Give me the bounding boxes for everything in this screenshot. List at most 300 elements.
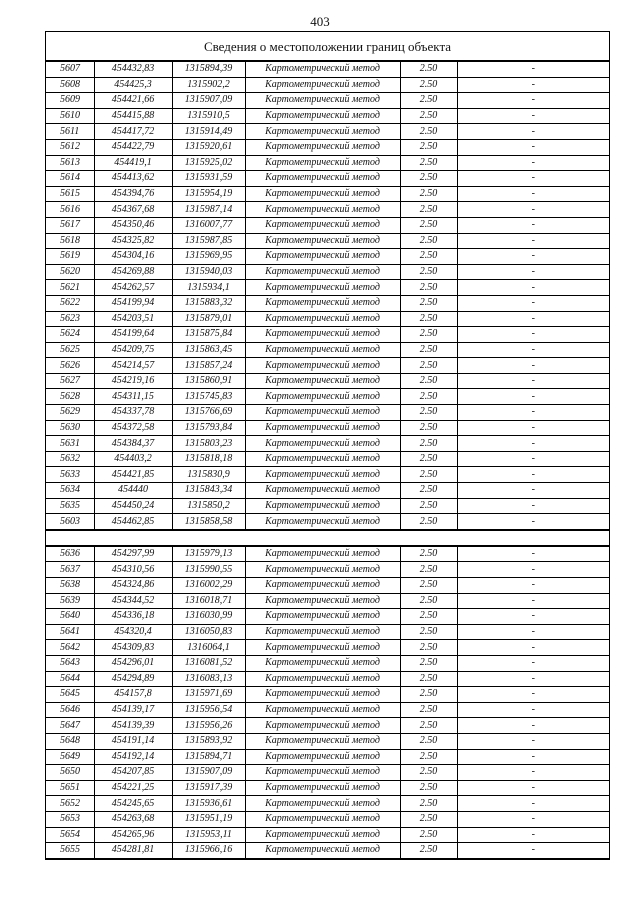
y-coordinate-cell: 1315893,92: [172, 733, 245, 749]
y-coordinate-cell: 1315793,84: [172, 420, 245, 436]
accuracy-cell: 2.50: [400, 295, 457, 311]
description-cell: -: [457, 139, 609, 155]
x-coordinate-cell: 454421,85: [94, 467, 172, 483]
x-coordinate-cell: 454199,94: [94, 295, 172, 311]
point-number-cell: 5655: [46, 843, 94, 859]
x-coordinate-cell: 454425,3: [94, 77, 172, 93]
point-number-cell: 5647: [46, 718, 94, 734]
y-coordinate-cell: 1315907,09: [172, 93, 245, 109]
point-number-cell: 5626: [46, 358, 94, 374]
method-cell: Картометрический метод: [245, 640, 400, 656]
description-cell: -: [457, 765, 609, 781]
point-number-cell: 5636: [46, 546, 94, 562]
description-cell: -: [457, 483, 609, 499]
method-cell: Картометрический метод: [245, 62, 400, 78]
y-coordinate-cell: 1315902,2: [172, 77, 245, 93]
y-coordinate-cell: 1315850,2: [172, 498, 245, 514]
y-coordinate-cell: 1316050,83: [172, 624, 245, 640]
x-coordinate-cell: 454139,39: [94, 718, 172, 734]
accuracy-cell: 2.50: [400, 217, 457, 233]
point-number-cell: 5615: [46, 186, 94, 202]
description-cell: -: [457, 827, 609, 843]
table-row: [46, 373, 609, 389]
method-cell: Картометрический метод: [245, 765, 400, 781]
accuracy-cell: 2.50: [400, 358, 457, 374]
page-number: 403: [310, 14, 330, 29]
y-coordinate-cell: 1315818,18: [172, 451, 245, 467]
table-row: [46, 687, 609, 703]
description-cell: -: [457, 514, 609, 530]
x-coordinate-cell: 454372,58: [94, 420, 172, 436]
y-coordinate-cell: 1315954,19: [172, 186, 245, 202]
x-coordinate-cell: 454384,37: [94, 436, 172, 452]
point-number-cell: 5609: [46, 93, 94, 109]
x-coordinate-cell: 454432,83: [94, 62, 172, 78]
description-cell: -: [457, 498, 609, 514]
method-cell: Картометрический метод: [245, 609, 400, 625]
description-cell: -: [457, 624, 609, 640]
method-cell: Картометрический метод: [245, 624, 400, 640]
description-cell: -: [457, 811, 609, 827]
method-cell: Картометрический метод: [245, 687, 400, 703]
method-cell: Картометрический метод: [245, 733, 400, 749]
table-row: [46, 186, 609, 202]
point-number-cell: 5643: [46, 655, 94, 671]
table-row: [46, 124, 609, 140]
accuracy-cell: 2.50: [400, 655, 457, 671]
accuracy-cell: 2.50: [400, 498, 457, 514]
table-row: [46, 733, 609, 749]
table-row: [46, 467, 609, 483]
description-cell: -: [457, 62, 609, 78]
table-row: [46, 280, 609, 296]
point-number-cell: 5620: [46, 264, 94, 280]
y-coordinate-cell: 1315883,32: [172, 295, 245, 311]
method-cell: Картометрический метод: [245, 718, 400, 734]
y-coordinate-cell: 1315953,11: [172, 827, 245, 843]
y-coordinate-cell: 1315914,49: [172, 124, 245, 140]
table-row: [46, 796, 609, 812]
accuracy-cell: 2.50: [400, 578, 457, 594]
accuracy-cell: 2.50: [400, 186, 457, 202]
description-cell: -: [457, 467, 609, 483]
y-coordinate-cell: 1316007,77: [172, 217, 245, 233]
table-row: [46, 827, 609, 843]
description-cell: -: [457, 562, 609, 578]
x-coordinate-cell: 454413,62: [94, 171, 172, 187]
point-number-cell: 5653: [46, 811, 94, 827]
method-cell: Картометрический метод: [245, 93, 400, 109]
table-row: [46, 451, 609, 467]
y-coordinate-cell: 1315987,14: [172, 202, 245, 218]
accuracy-cell: 2.50: [400, 483, 457, 499]
method-cell: Картометрический метод: [245, 843, 400, 859]
point-number-cell: 5650: [46, 765, 94, 781]
x-coordinate-cell: 454320,4: [94, 624, 172, 640]
x-coordinate-cell: 454325,82: [94, 233, 172, 249]
method-cell: Картометрический метод: [245, 186, 400, 202]
method-cell: Картометрический метод: [245, 389, 400, 405]
point-number-cell: 5635: [46, 498, 94, 514]
y-coordinate-cell: 1315875,84: [172, 327, 245, 343]
table-row: [46, 405, 609, 421]
section-gap: [46, 530, 609, 546]
accuracy-cell: 2.50: [400, 843, 457, 859]
table-row: [46, 139, 609, 155]
accuracy-cell: 2.50: [400, 609, 457, 625]
accuracy-cell: 2.50: [400, 687, 457, 703]
point-number-cell: 5624: [46, 327, 94, 343]
point-number-cell: 5629: [46, 405, 94, 421]
x-coordinate-cell: 454311,15: [94, 389, 172, 405]
method-cell: Картометрический метод: [245, 546, 400, 562]
accuracy-cell: 2.50: [400, 546, 457, 562]
accuracy-cell: 2.50: [400, 202, 457, 218]
accuracy-cell: 2.50: [400, 139, 457, 155]
description-cell: -: [457, 295, 609, 311]
point-number-cell: 5622: [46, 295, 94, 311]
description-cell: -: [457, 436, 609, 452]
method-cell: Картометрический метод: [245, 139, 400, 155]
x-coordinate-cell: 454207,85: [94, 765, 172, 781]
accuracy-cell: 2.50: [400, 562, 457, 578]
point-number-cell: 5637: [46, 562, 94, 578]
description-cell: -: [457, 93, 609, 109]
point-number-cell: 5640: [46, 609, 94, 625]
description-cell: -: [457, 578, 609, 594]
x-coordinate-cell: 454245,65: [94, 796, 172, 812]
table-row: [46, 171, 609, 187]
table-row: [46, 780, 609, 796]
table-row: [46, 514, 609, 530]
accuracy-cell: 2.50: [400, 827, 457, 843]
y-coordinate-cell: 1315745,83: [172, 389, 245, 405]
accuracy-cell: 2.50: [400, 280, 457, 296]
method-cell: Картометрический метод: [245, 451, 400, 467]
table-row: [46, 420, 609, 436]
point-number-cell: 5646: [46, 702, 94, 718]
coordinates-table-2: [46, 546, 609, 859]
x-coordinate-cell: 454281,81: [94, 843, 172, 859]
point-number-cell: 5644: [46, 671, 94, 687]
accuracy-cell: 2.50: [400, 264, 457, 280]
x-coordinate-cell: 454310,56: [94, 562, 172, 578]
point-number-cell: 5610: [46, 108, 94, 124]
method-cell: Картометрический метод: [245, 311, 400, 327]
point-number-cell: 5621: [46, 280, 94, 296]
table-row: [46, 593, 609, 609]
table-row: [46, 811, 609, 827]
description-cell: -: [457, 264, 609, 280]
x-coordinate-cell: 454219,16: [94, 373, 172, 389]
accuracy-cell: 2.50: [400, 108, 457, 124]
table-row: [46, 264, 609, 280]
table-row: [46, 562, 609, 578]
x-coordinate-cell: 454450,24: [94, 498, 172, 514]
table-row: [46, 578, 609, 594]
table-row: [46, 233, 609, 249]
accuracy-cell: 2.50: [400, 405, 457, 421]
method-cell: Картометрический метод: [245, 827, 400, 843]
accuracy-cell: 2.50: [400, 514, 457, 530]
point-number-cell: 5654: [46, 827, 94, 843]
description-cell: -: [457, 202, 609, 218]
method-cell: Картометрический метод: [245, 780, 400, 796]
table-row: [46, 217, 609, 233]
method-cell: Картометрический метод: [245, 655, 400, 671]
table-row: [46, 718, 609, 734]
x-coordinate-cell: 454139,17: [94, 702, 172, 718]
accuracy-cell: 2.50: [400, 155, 457, 171]
y-coordinate-cell: 1315990,55: [172, 562, 245, 578]
y-coordinate-cell: 1315956,54: [172, 702, 245, 718]
point-number-cell: 5611: [46, 124, 94, 140]
method-cell: Картометрический метод: [245, 483, 400, 499]
description-cell: -: [457, 593, 609, 609]
description-cell: -: [457, 124, 609, 140]
accuracy-cell: 2.50: [400, 311, 457, 327]
table-row: [46, 202, 609, 218]
description-cell: -: [457, 451, 609, 467]
point-number-cell: 5631: [46, 436, 94, 452]
table-row: [46, 93, 609, 109]
point-number-cell: 5607: [46, 62, 94, 78]
x-coordinate-cell: 454296,01: [94, 655, 172, 671]
description-cell: -: [457, 108, 609, 124]
x-coordinate-cell: 454269,88: [94, 264, 172, 280]
y-coordinate-cell: 1315971,69: [172, 687, 245, 703]
accuracy-cell: 2.50: [400, 640, 457, 656]
table-row: [46, 843, 609, 859]
y-coordinate-cell: 1315966,16: [172, 843, 245, 859]
x-coordinate-cell: 454199,64: [94, 327, 172, 343]
table-row: [46, 108, 609, 124]
table-row: [46, 498, 609, 514]
x-coordinate-cell: 454157,8: [94, 687, 172, 703]
x-coordinate-cell: 454421,66: [94, 93, 172, 109]
point-number-cell: 5614: [46, 171, 94, 187]
description-cell: -: [457, 233, 609, 249]
accuracy-cell: 2.50: [400, 389, 457, 405]
method-cell: Картометрический метод: [245, 233, 400, 249]
description-cell: -: [457, 655, 609, 671]
y-coordinate-cell: 1315907,09: [172, 765, 245, 781]
table-row: [46, 389, 609, 405]
accuracy-cell: 2.50: [400, 124, 457, 140]
table-row: [46, 311, 609, 327]
table-row: [46, 609, 609, 625]
point-number-cell: 5638: [46, 578, 94, 594]
x-coordinate-cell: 454440: [94, 483, 172, 499]
y-coordinate-cell: 1315956,26: [172, 718, 245, 734]
x-coordinate-cell: 454221,25: [94, 780, 172, 796]
method-cell: Картометрический метод: [245, 202, 400, 218]
description-cell: -: [457, 280, 609, 296]
description-cell: -: [457, 843, 609, 859]
description-cell: -: [457, 796, 609, 812]
x-coordinate-cell: 454304,16: [94, 249, 172, 265]
y-coordinate-cell: 1315931,59: [172, 171, 245, 187]
point-number-cell: 5627: [46, 373, 94, 389]
accuracy-cell: 2.50: [400, 93, 457, 109]
description-cell: -: [457, 217, 609, 233]
y-coordinate-cell: 1315951,19: [172, 811, 245, 827]
x-coordinate-cell: 454192,14: [94, 749, 172, 765]
method-cell: Картометрический метод: [245, 796, 400, 812]
description-cell: -: [457, 77, 609, 93]
point-number-cell: 5623: [46, 311, 94, 327]
accuracy-cell: 2.50: [400, 796, 457, 812]
x-coordinate-cell: 454297,99: [94, 546, 172, 562]
point-number-cell: 5630: [46, 420, 94, 436]
accuracy-cell: 2.50: [400, 62, 457, 78]
description-cell: -: [457, 780, 609, 796]
method-cell: Картометрический метод: [245, 264, 400, 280]
point-number-cell: 5616: [46, 202, 94, 218]
x-coordinate-cell: 454422,79: [94, 139, 172, 155]
method-cell: Картометрический метод: [245, 171, 400, 187]
table-row: [46, 624, 609, 640]
x-coordinate-cell: 454336,18: [94, 609, 172, 625]
table-row: [46, 655, 609, 671]
y-coordinate-cell: 1316083,13: [172, 671, 245, 687]
description-cell: -: [457, 671, 609, 687]
y-coordinate-cell: 1315830,9: [172, 467, 245, 483]
accuracy-cell: 2.50: [400, 171, 457, 187]
point-number-cell: 5648: [46, 733, 94, 749]
table-row: [46, 327, 609, 343]
x-coordinate-cell: 454419,1: [94, 155, 172, 171]
accuracy-cell: 2.50: [400, 373, 457, 389]
point-number-cell: 5618: [46, 233, 94, 249]
x-coordinate-cell: 454294,89: [94, 671, 172, 687]
description-cell: -: [457, 546, 609, 562]
method-cell: Картометрический метод: [245, 155, 400, 171]
table-row: [46, 702, 609, 718]
y-coordinate-cell: 1315894,39: [172, 62, 245, 78]
accuracy-cell: 2.50: [400, 233, 457, 249]
y-coordinate-cell: 1315920,61: [172, 139, 245, 155]
point-number-cell: 5639: [46, 593, 94, 609]
method-cell: Картометрический метод: [245, 342, 400, 358]
x-coordinate-cell: 454394,76: [94, 186, 172, 202]
point-number-cell: 5642: [46, 640, 94, 656]
accuracy-cell: 2.50: [400, 780, 457, 796]
y-coordinate-cell: 1315979,13: [172, 546, 245, 562]
point-number-cell: 5619: [46, 249, 94, 265]
description-cell: -: [457, 249, 609, 265]
y-coordinate-cell: 1316064,1: [172, 640, 245, 656]
method-cell: Картометрический метод: [245, 562, 400, 578]
x-coordinate-cell: 454203,51: [94, 311, 172, 327]
table-row: [46, 436, 609, 452]
method-cell: Картометрический метод: [245, 467, 400, 483]
method-cell: Картометрический метод: [245, 578, 400, 594]
y-coordinate-cell: 1315917,39: [172, 780, 245, 796]
method-cell: Картометрический метод: [245, 498, 400, 514]
description-cell: -: [457, 749, 609, 765]
x-coordinate-cell: 454263,68: [94, 811, 172, 827]
y-coordinate-cell: 1315879,01: [172, 311, 245, 327]
y-coordinate-cell: 1315940,03: [172, 264, 245, 280]
table-row: [46, 342, 609, 358]
point-number-cell: 5617: [46, 217, 94, 233]
point-number-cell: 5608: [46, 77, 94, 93]
x-coordinate-cell: 454367,68: [94, 202, 172, 218]
method-cell: Картометрический метод: [245, 702, 400, 718]
y-coordinate-cell: 1315936,61: [172, 796, 245, 812]
accuracy-cell: 2.50: [400, 749, 457, 765]
point-number-cell: 5645: [46, 687, 94, 703]
y-coordinate-cell: 1315863,45: [172, 342, 245, 358]
table-row: [46, 295, 609, 311]
table-row: [46, 640, 609, 656]
point-number-cell: 5612: [46, 139, 94, 155]
method-cell: Картометрический метод: [245, 108, 400, 124]
accuracy-cell: 2.50: [400, 327, 457, 343]
table-row: [46, 483, 609, 499]
y-coordinate-cell: 1315987,85: [172, 233, 245, 249]
description-cell: -: [457, 155, 609, 171]
x-coordinate-cell: 454265,96: [94, 827, 172, 843]
description-cell: -: [457, 327, 609, 343]
x-coordinate-cell: 454324,86: [94, 578, 172, 594]
y-coordinate-cell: 1316081,52: [172, 655, 245, 671]
description-cell: -: [457, 718, 609, 734]
x-coordinate-cell: 454344,52: [94, 593, 172, 609]
point-number-cell: 5651: [46, 780, 94, 796]
description-cell: -: [457, 687, 609, 703]
description-cell: -: [457, 171, 609, 187]
description-cell: -: [457, 311, 609, 327]
point-number-cell: 5613: [46, 155, 94, 171]
accuracy-cell: 2.50: [400, 420, 457, 436]
y-coordinate-cell: 1315843,34: [172, 483, 245, 499]
method-cell: Картометрический метод: [245, 405, 400, 421]
method-cell: Картометрический метод: [245, 124, 400, 140]
description-cell: -: [457, 373, 609, 389]
table-row: [46, 546, 609, 562]
method-cell: Картометрический метод: [245, 593, 400, 609]
method-cell: Картометрический метод: [245, 420, 400, 436]
y-coordinate-cell: 1316018,71: [172, 593, 245, 609]
description-cell: -: [457, 733, 609, 749]
x-coordinate-cell: 454191,14: [94, 733, 172, 749]
accuracy-cell: 2.50: [400, 249, 457, 265]
boundary-table-sheet: [45, 31, 610, 860]
y-coordinate-cell: 1315860,91: [172, 373, 245, 389]
accuracy-cell: 2.50: [400, 624, 457, 640]
accuracy-cell: 2.50: [400, 451, 457, 467]
y-coordinate-cell: 1315969,95: [172, 249, 245, 265]
x-coordinate-cell: 454462,85: [94, 514, 172, 530]
method-cell: Картометрический метод: [245, 671, 400, 687]
x-coordinate-cell: 454309,83: [94, 640, 172, 656]
description-cell: -: [457, 389, 609, 405]
x-coordinate-cell: 454262,57: [94, 280, 172, 296]
table-row: [46, 249, 609, 265]
accuracy-cell: 2.50: [400, 733, 457, 749]
point-number-cell: 5634: [46, 483, 94, 499]
method-cell: Картометрический метод: [245, 811, 400, 827]
y-coordinate-cell: 1315925,02: [172, 155, 245, 171]
accuracy-cell: 2.50: [400, 436, 457, 452]
table-header: Сведения о местоположении границ объекта: [46, 32, 609, 61]
x-coordinate-cell: 454417,72: [94, 124, 172, 140]
description-cell: -: [457, 702, 609, 718]
point-number-cell: 5652: [46, 796, 94, 812]
method-cell: Картометрический метод: [245, 749, 400, 765]
